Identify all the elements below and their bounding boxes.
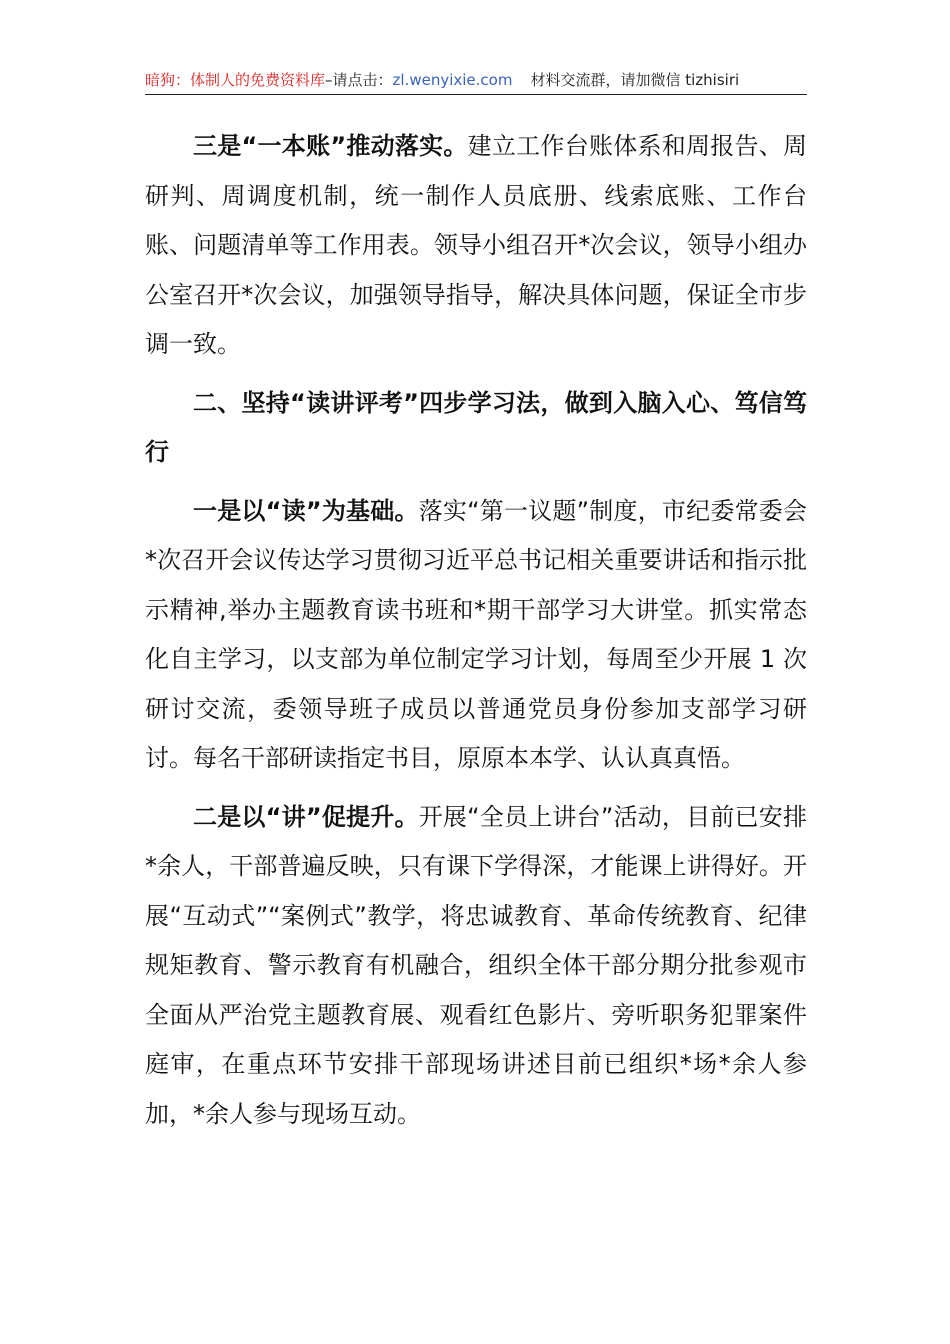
paragraph-lead: 一是以“读”为基础。 [193, 496, 419, 525]
paragraph-text: 开展“全员上讲台”活动，目前已安排*余人，干部普遍反映，只有课下学得深，才能课上讲得好。开展“互动式”“案例式”教学，将忠诚教育、革命传统教育、纪律规矩教育、警示教育有机融合，组织全体干部分期分批参观市全面从严治党主题教育展、观看红色影片、旁听职务犯罪案件庭审，在重点环节安排干部现场讲述目前已组织*场*余人参加，*余人参与现场互动。 [145, 802, 808, 1128]
paragraph-text: 落实“第一议题”制度，市纪委常委会*次召开会议传达学习贯彻习近平总书记相关重要讲话和指示批示精神,举办主题教育读书班和*期干部学习大讲堂。抓实常态化自主学习，以支部为单位制定学习计划，每周至少开展 1 次研讨交流，委领导班子成员以普通党员身份参加支部学习研讨。每名干部研读指定书目，原原本本学、认认真真悟。 [145, 496, 808, 772]
paragraph-du [145, 487, 807, 784]
paragraph-lead: 三是“一本账”推动落实。 [193, 132, 468, 160]
document-body [145, 122, 807, 1148]
paragraph-lead: 二是以“讲”促提升。 [193, 802, 419, 831]
section-heading: 二、坚持“读讲评考”四步学习法，做到入脑入心、笃信笃行 [145, 388, 807, 466]
paragraph-text: 建立工作台账体系和周报告、周研判、周调度机制，统一制作人员底册、线索底账、工作台账、问题清单等工作用表。领导小组召开*次会议，领导小组办公室召开*次会议，加强领导指导，解决具体问题，保证全市步调一致。 [145, 132, 808, 358]
header-group-note: 材料交流群，请加微信 tizhisiri [530, 71, 740, 89]
paragraph-yi-ben-zhang [145, 122, 807, 370]
header-brand: 暗狗：体制人的免费资料库 [145, 71, 326, 89]
paragraph-jiang [145, 793, 807, 1140]
header-url-link[interactable]: zl.wenyixie.com [392, 71, 513, 89]
page-header [145, 66, 807, 95]
header-click-prompt: –请点击： [325, 71, 393, 89]
